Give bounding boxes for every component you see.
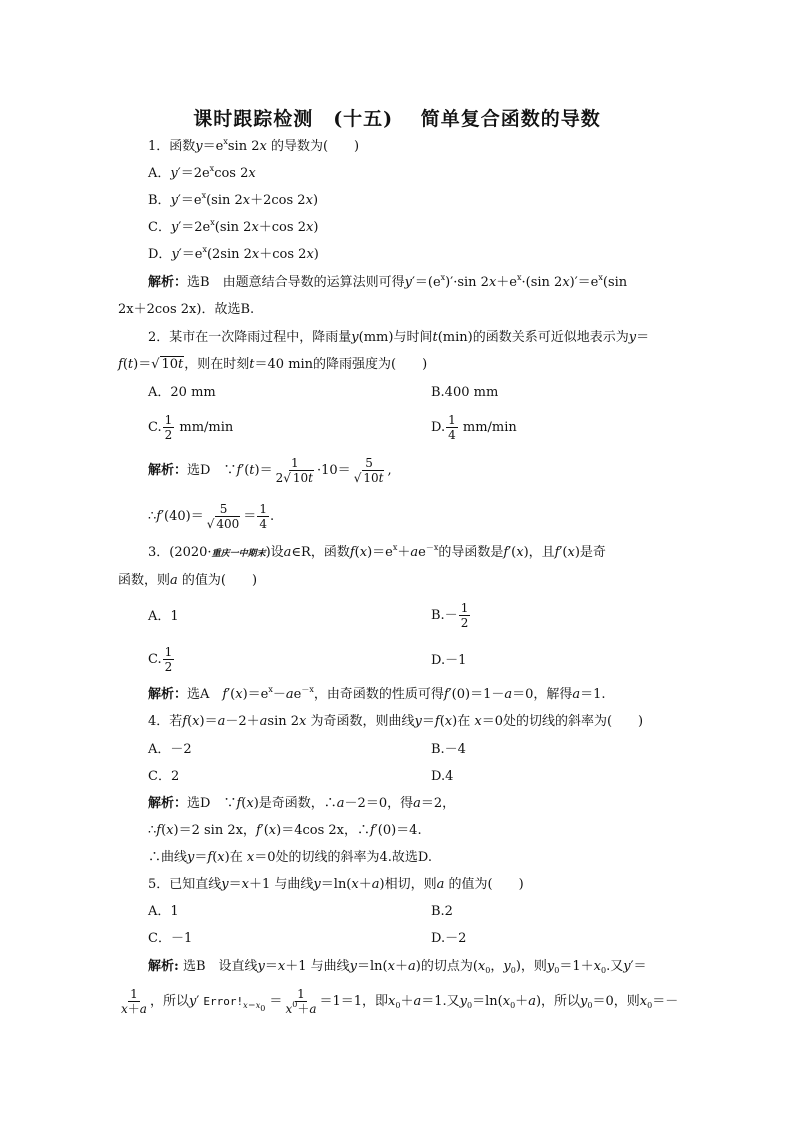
q3-stem: 3．(2020·重庆一中期末)设a∈R，函数$f(x)=e^x+ae^{-x}$的导函数是f′(x)，且f′(x)是奇 <box>148 543 606 560</box>
q4-stem: 4．若f(x)＝a－2＋asin 2x 为奇函数，则曲线y＝f(x)在 x＝0处的切线的斜率为( ) <box>148 714 644 729</box>
q2-answer: 解析：选D ∵f′(t)＝ $\frac{1}{2√ 10t}$ ·10＝ $\frac{5}{√ 10t}$ , <box>148 456 392 485</box>
q3-option-c: C. $\frac{1}{2}$ <box>148 645 173 674</box>
q4-option-c: C．2 <box>148 769 180 784</box>
q3-option-d: D.－1 <box>431 653 467 668</box>
q3-stem-cont: 函数，则a 的值为( ) <box>118 573 258 588</box>
page-title: 课时跟踪检测 (十五) 简单复合函数的导数 <box>193 108 601 130</box>
q3-option-a: A．1 <box>148 609 179 624</box>
q2-option-b: B.400 mm <box>431 385 499 400</box>
q5-option-c: C．－1 <box>148 931 193 946</box>
q3-option-b: B.－ $\frac{1}{2}$ <box>431 601 469 630</box>
q2-option-a: A．20 mm <box>148 385 216 400</box>
q1-option-b: B．$y'=e^x(\sin$ 2x＋2cos 2x) <box>148 191 319 208</box>
q2-option-d: D. $\frac{1}{4}$ mm/min <box>431 413 517 442</box>
q2-stem-cont: f(t)＝√ 10t，则在时刻t＝40 min的降雨强度为( ) <box>118 357 428 372</box>
q1-answer-cont: 2x＋2cos 2x)．故选B. <box>118 302 255 317</box>
q5-option-d: D.－2 <box>431 931 467 946</box>
q4-option-b: B.－4 <box>431 742 466 757</box>
q1-option-c: C．$y'=2e^x(\sin$ 2x＋cos 2x) <box>148 218 319 235</box>
q3-answer: 解析：选A $f'(x)=e^x-ae^{-x}$，由奇函数的性质可得f′(0)＝1－a＝0，解得a＝1. <box>148 685 606 702</box>
q2-answer-cont: ∴f′(40)＝ $\frac{5}{√ 400}$ ＝ $\frac{1}{4}$ . <box>148 502 275 531</box>
q2-stem: 2．某市在一次降雨过程中，降雨量y(mm)与时间t(min)的函数关系可近似地表示为y＝ <box>148 330 650 345</box>
q4-option-d: D.4 <box>431 769 454 784</box>
q5-stem: 5．已知直线y＝x＋1 与曲线y＝ln(x＋a)相切，则a 的值为( ) <box>148 877 524 892</box>
q2-option-c: C. $\frac{1}{2}$ mm/min <box>148 413 234 442</box>
q5-option-b: B.2 <box>431 904 453 919</box>
error-token: Error! <box>203 995 244 1008</box>
q1-option-a: A．$y'=2e^x\cos$ 2x <box>148 164 256 181</box>
q1-option-d: D．$y'=e^x(2\sin$ 2x＋cos 2x) <box>148 245 319 262</box>
q4-option-a: A．－2 <box>148 742 192 757</box>
q1-answer: 解析：选B 由题意结合导数的运算法则可得$y'=(e^x)'\cdot\sin$ $2x+e^x\cdot(\sin$ $2x)'=e^x(\sin$ <box>148 273 628 290</box>
source-tag: 重庆一中期末 <box>211 549 266 559</box>
q4-answer-line3: ∴曲线y＝f(x)在 x＝0处的切线的斜率为4.故选D. <box>148 850 432 865</box>
q1-stem: 1．函数$y=e^x\sin$ 2x 的导数为( ) <box>148 137 360 154</box>
q5-answer-cont: $\frac{1}{x+a}$ ，所以y′ $Error!_{x=x_0}$ ＝ $\frac{1}{x^0+a}$ ＝1＝1，即$x_0+a=1$.又$y_0=\ln(x_0+a)$，所以$y_0=0$，则$x_0=-$ <box>121 987 679 1016</box>
q5-option-a: A．1 <box>148 904 179 919</box>
q4-answer: 解析：选D ∵f(x)是奇函数，∴a－2＝0，得a＝2， <box>148 796 456 811</box>
q4-answer-line2: ∴f(x)＝2 sin 2x，f′(x)＝4cos 2x，∴f′(0)＝4. <box>148 823 422 838</box>
q5-answer: 解析: 选B 设直线y＝x＋1 与曲线y＝ln(x＋a)的切点为($x_0$，$y_0$)，则$y_0=1+x_0$.又y′＝ <box>148 959 647 975</box>
